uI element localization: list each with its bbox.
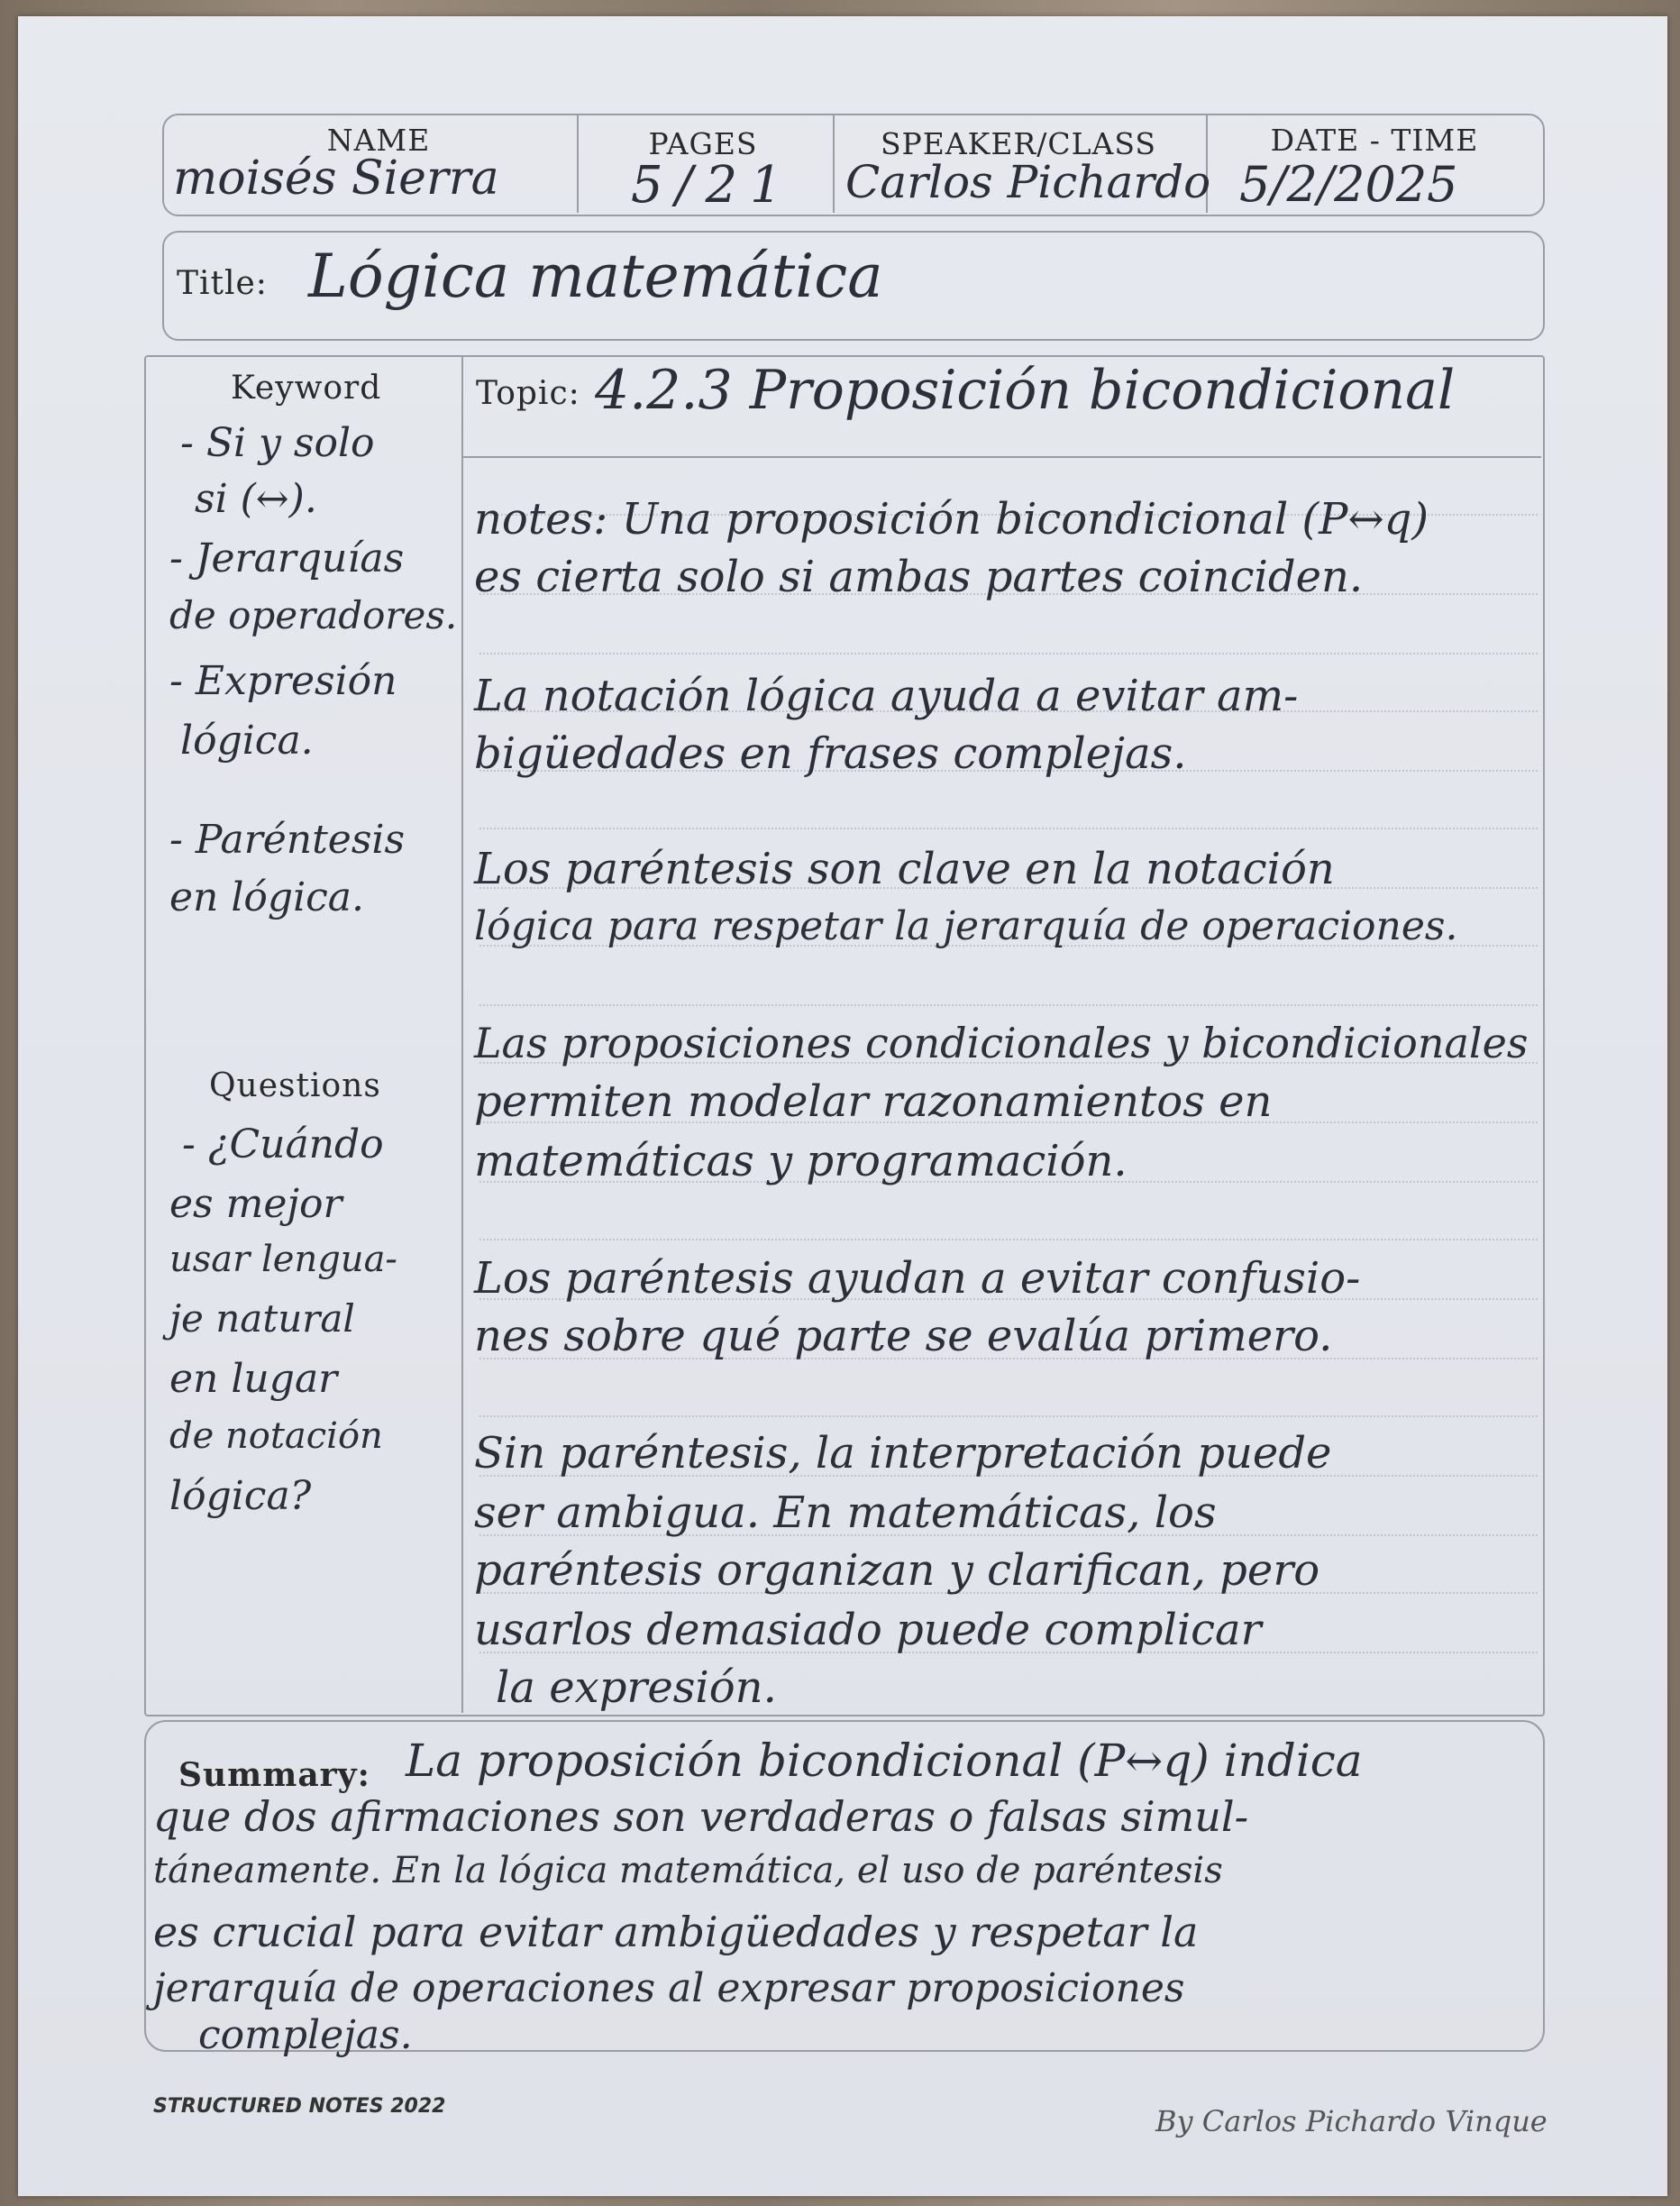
note-line: ser ambigua. En matemáticas, los xyxy=(474,1487,1217,1538)
title-value: Lógica matemática xyxy=(308,242,883,311)
header-divider-2 xyxy=(833,115,835,213)
keyword-line: - Paréntesis xyxy=(169,817,406,863)
name-label: NAME xyxy=(326,123,431,158)
speaker-label: SPEAKER/CLASS xyxy=(880,126,1157,161)
note-line: Los paréntesis ayudan a evitar confusio- xyxy=(474,1253,1361,1304)
note-line: Las proposiciones condicionales y bicondicionales xyxy=(474,1019,1529,1067)
summary-line: complejas. xyxy=(198,2012,413,2058)
keyword-line: de operadores. xyxy=(169,593,458,637)
author-footer: By Carlos Pichardo Vinque xyxy=(1155,2104,1548,2138)
date-label: DATE - TIME xyxy=(1270,123,1479,158)
keyword-line: en lógica. xyxy=(169,874,365,920)
date-value: 5/2/2025 xyxy=(1239,156,1458,213)
rule-line xyxy=(479,1004,1538,1007)
note-line: Sin paréntesis, la interpretación puede xyxy=(474,1428,1332,1478)
question-line: en lugar xyxy=(169,1356,338,1402)
note-line: paréntesis organizan y clarifican, pero xyxy=(474,1545,1320,1596)
keyword-line: - Expresión xyxy=(169,658,397,704)
title-label: Title: xyxy=(177,265,268,302)
keyword-line: - Jerarquías xyxy=(169,535,405,581)
topic-value: 4.2.3 Proposición bicondicional xyxy=(595,359,1456,422)
summary-line: La proposición bicondicional (P↔q) indica xyxy=(406,1735,1363,1787)
notes-sheet xyxy=(18,16,1667,2196)
note-line: permiten modelar razonamientos en xyxy=(474,1076,1273,1127)
summary-line: táneamente. En la lógica matemática, el uso de paréntesis xyxy=(153,1850,1223,1891)
question-line: de notación xyxy=(169,1415,383,1457)
note-line: Los paréntesis son clave en la notación xyxy=(474,844,1335,894)
question-line: - ¿Cuándo xyxy=(182,1121,384,1167)
question-line: je natural xyxy=(169,1296,355,1341)
note-line: es cierta solo si ambas partes coinciden. xyxy=(474,552,1364,602)
pages-label: PAGES xyxy=(648,126,758,161)
cue-column-divider xyxy=(461,357,463,1713)
note-line: matemáticas y programación. xyxy=(474,1136,1128,1186)
topic-divider xyxy=(463,456,1541,458)
note-line: lógica para respetar la jerarquía de operaciones. xyxy=(474,903,1458,949)
note-line: La notación lógica ayuda a evitar am- xyxy=(474,671,1299,721)
pages-value: 5/21 xyxy=(631,156,795,215)
note-line: bigüedades en frases complejas. xyxy=(474,728,1187,779)
keyword-line: lógica. xyxy=(180,718,314,764)
rule-line xyxy=(479,1239,1538,1241)
note-line: la expresión. xyxy=(496,1662,777,1713)
note-line: usarlos demasiado puede complicar xyxy=(474,1605,1262,1655)
topic-label: Topic: xyxy=(476,375,580,412)
name-value: moisés Sierra xyxy=(173,151,499,206)
summary-label: Summary: xyxy=(178,1756,370,1794)
rule-line xyxy=(479,1415,1538,1418)
note-line: notes: Una proposición bicondicional (P↔q) xyxy=(474,494,1429,545)
keyword-line: si (↔). xyxy=(195,476,317,522)
summary-line: que dos afirmaciones son verdaderas o falsas simul- xyxy=(153,1792,1249,1841)
questions-label: Questions xyxy=(209,1067,381,1104)
question-line: es mejor xyxy=(169,1181,342,1227)
rule-line xyxy=(479,828,1538,830)
keyword-label: Keyword xyxy=(231,370,382,407)
question-line: usar lengua- xyxy=(169,1239,397,1280)
summary-line: jerarquía de operaciones al expresar proposiciones xyxy=(153,1965,1185,2011)
rule-line xyxy=(479,653,1538,655)
keyword-line: - Si y solo xyxy=(180,420,375,466)
note-line: nes sobre qué parte se evalúa primero. xyxy=(474,1311,1333,1361)
speaker-value: Carlos Pichardo xyxy=(845,156,1211,208)
question-line: lógica? xyxy=(169,1473,312,1519)
header-divider-1 xyxy=(577,115,579,213)
summary-line: es crucial para evitar ambigüedades y respetar la xyxy=(153,1908,1199,1956)
brand-footer: STRUCTURED NOTES 2022 xyxy=(153,2095,446,2118)
